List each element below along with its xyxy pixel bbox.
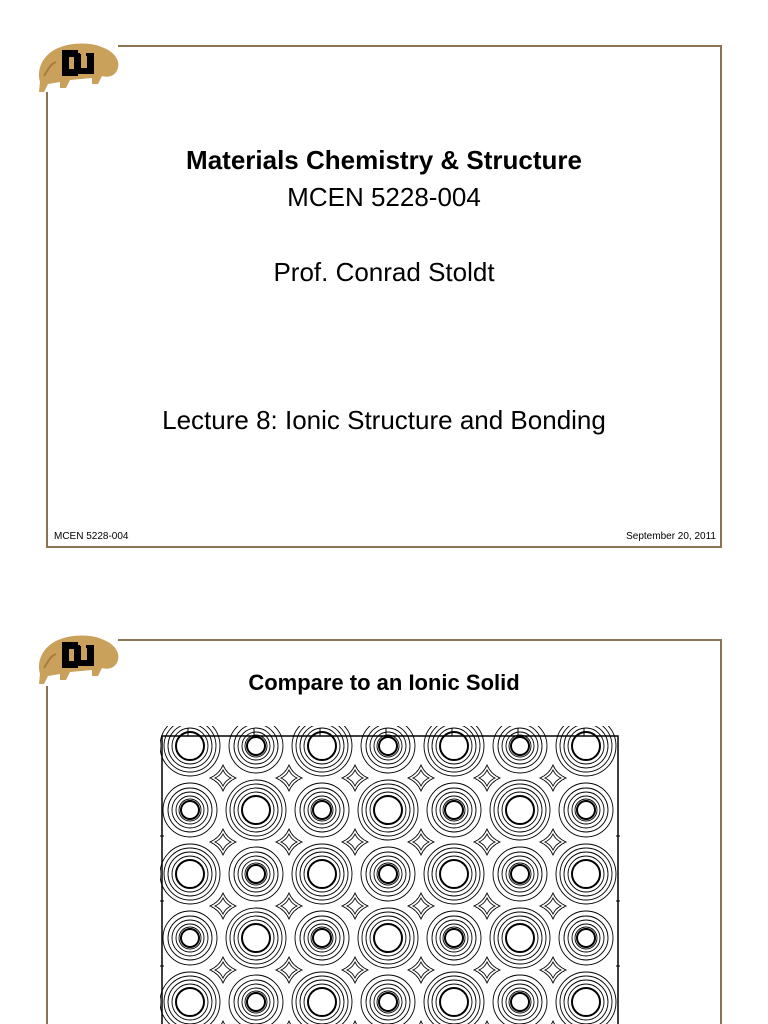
- footer-date: September 20, 2011: [626, 531, 716, 542]
- course-code: MCEN 5228-004: [287, 182, 481, 212]
- frame-right-line: [720, 639, 722, 1024]
- slide-title: Compare to an Ionic Solid: [248, 670, 520, 695]
- frame-bottom-line: [46, 546, 722, 548]
- frame-left-line: [46, 686, 48, 1024]
- ionic-solid-contour-map-icon: [160, 726, 620, 1024]
- footer-course-code: MCEN 5228-004: [54, 531, 129, 542]
- cu-buffalo-logo-icon: [34, 38, 124, 96]
- frame-top-line: [118, 639, 722, 641]
- frame-top-line: [118, 45, 722, 47]
- course-title: Materials Chemistry & Structure: [186, 145, 582, 175]
- professor-name: Prof. Conrad Stoldt: [273, 257, 495, 287]
- frame-right-line: [720, 45, 722, 548]
- lecture-title: Lecture 8: Ionic Structure and Bonding: [162, 405, 606, 435]
- ionic-solid-slide: [0, 596, 768, 1024]
